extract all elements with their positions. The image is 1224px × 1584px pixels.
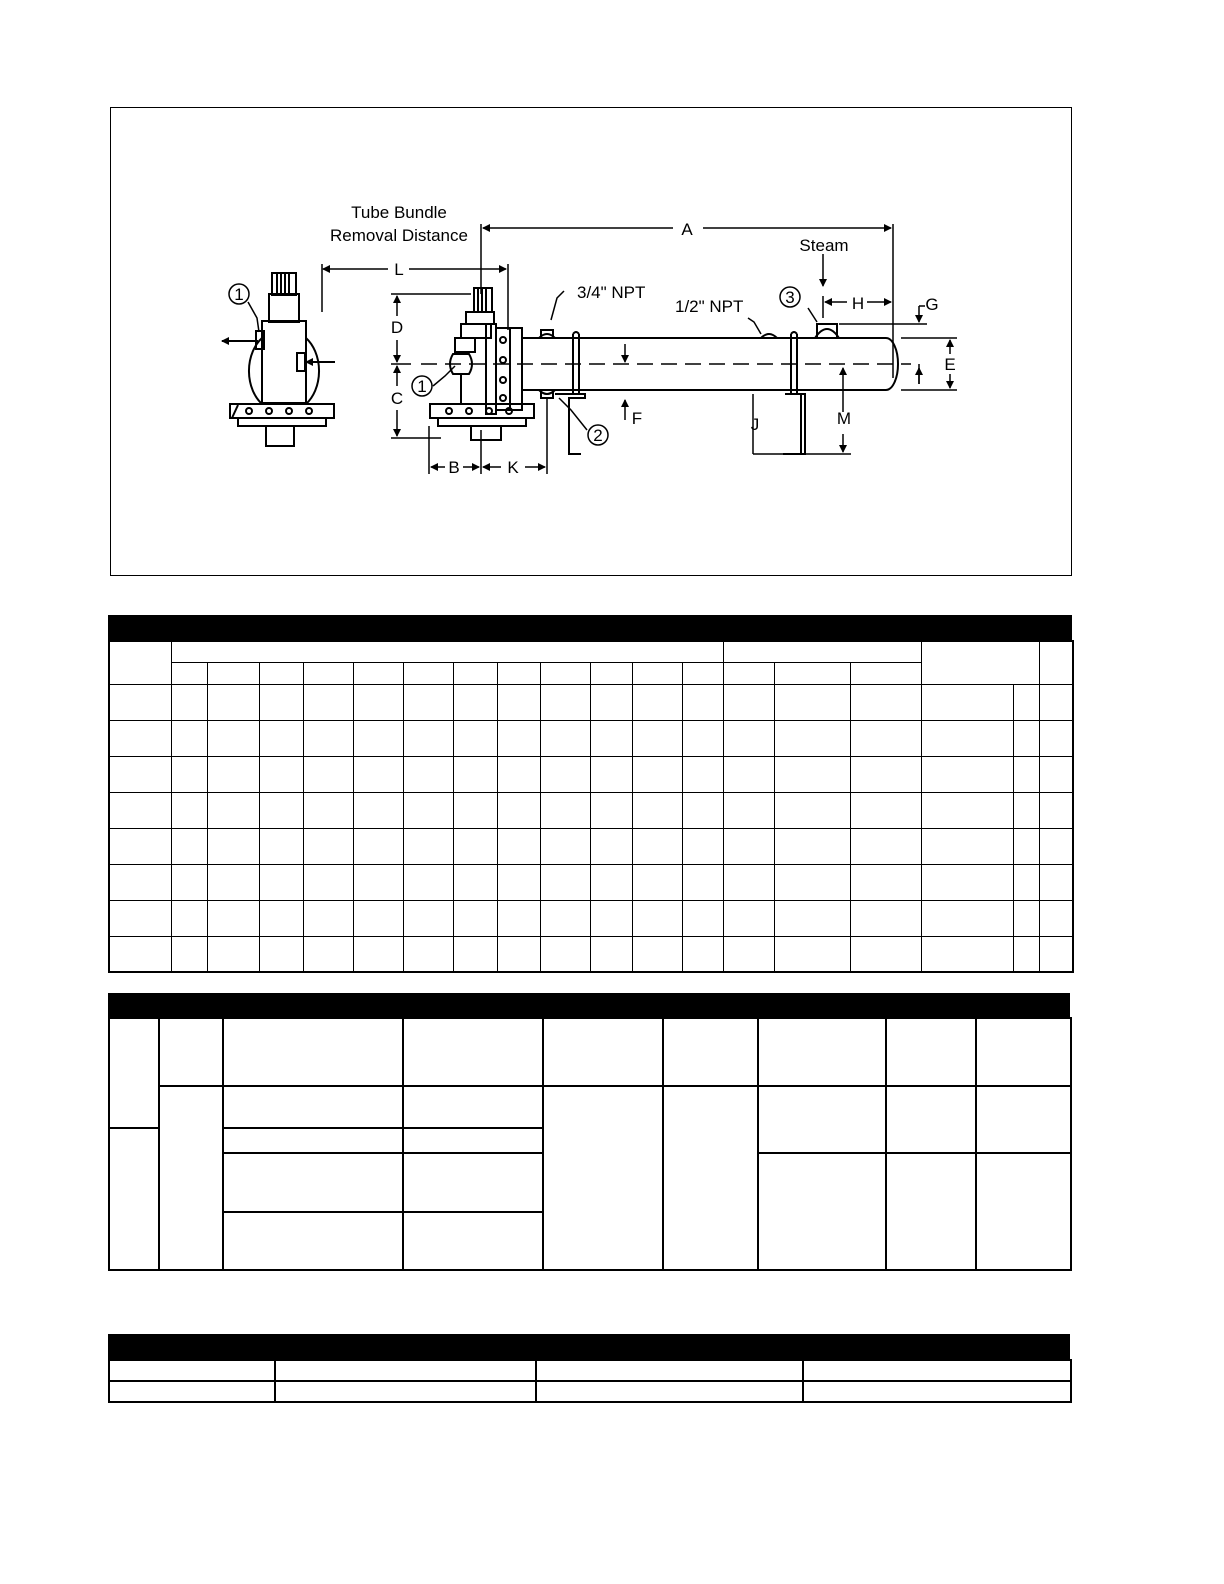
connections-table-header-bar: [108, 993, 1070, 1017]
table-header-cell: [223, 1018, 403, 1086]
table-cell: [453, 864, 497, 900]
table-cell: [403, 1212, 543, 1271]
table-cell: [303, 756, 353, 792]
table-header-cell: [207, 662, 259, 684]
table-cell: [758, 1086, 886, 1154]
table-cell: [303, 792, 353, 828]
table-cell: [353, 684, 403, 720]
table-cell: [171, 792, 207, 828]
table-cell: [453, 792, 497, 828]
table-cell: [632, 936, 682, 972]
table-cell: [774, 792, 850, 828]
table-cell: [774, 864, 850, 900]
table-header-cell: [171, 662, 207, 684]
table-cell: [303, 828, 353, 864]
table-row: [109, 936, 1073, 972]
table-row: [109, 864, 1073, 900]
table-cell: [1013, 720, 1039, 756]
table-cell: [590, 936, 632, 972]
table-cell: [109, 1128, 159, 1270]
table-cell: [159, 1086, 223, 1270]
table-header-cell: [403, 1018, 543, 1086]
table-cell: [723, 936, 774, 972]
table-cell: [723, 756, 774, 792]
table-cell: [453, 828, 497, 864]
heater-dimension-drawing: [111, 108, 1073, 577]
table-header-cell: [758, 1018, 886, 1086]
dimension-b-label: B: [448, 458, 460, 477]
table-cell: [109, 792, 171, 828]
table-header-cell: [275, 1360, 536, 1381]
table-cell: [682, 684, 723, 720]
table-cell: [207, 792, 259, 828]
table-cell: [207, 684, 259, 720]
table-cell: [540, 900, 590, 936]
table-cell: [1013, 756, 1039, 792]
table-cell: [109, 720, 171, 756]
table-cell: [850, 684, 921, 720]
table-cell: [1013, 684, 1039, 720]
table-cell: [921, 792, 1013, 828]
table-cell: [259, 900, 303, 936]
table-cell: [850, 900, 921, 936]
table-header-cell: [723, 641, 921, 662]
table-cell: [171, 684, 207, 720]
callout-3-number: 3: [785, 288, 795, 307]
table-cell: [109, 828, 171, 864]
table-cell: [540, 684, 590, 720]
callout-2-number: 2: [593, 426, 603, 445]
table-cell: [109, 1381, 275, 1402]
table-cell: [497, 684, 540, 720]
table-cell: [497, 864, 540, 900]
table-cell: [543, 1086, 663, 1270]
table-cell: [774, 936, 850, 972]
table-cell: [663, 1086, 758, 1270]
table-cell: [774, 756, 850, 792]
table-cell: [850, 720, 921, 756]
table-cell: [109, 936, 171, 972]
table-cell: [403, 756, 453, 792]
table-cell: [303, 684, 353, 720]
table-cell: [403, 900, 453, 936]
table-cell: [453, 720, 497, 756]
table-cell: [723, 828, 774, 864]
footer-table-header-bar: [108, 1334, 1070, 1359]
table-cell: [353, 792, 403, 828]
dimension-m-label: M: [836, 409, 852, 428]
table-cell: [921, 684, 1013, 720]
table-row: [109, 828, 1073, 864]
dimension-l-label: L: [394, 260, 404, 279]
table-cell: [223, 1086, 403, 1128]
dimension-c-label: C: [390, 389, 404, 408]
table-cell: [632, 900, 682, 936]
table-cell: [303, 720, 353, 756]
table-cell: [403, 684, 453, 720]
npt-three-quarter-label: 3/4" NPT: [577, 283, 646, 302]
table-cell: [682, 936, 723, 972]
table-cell: [976, 1153, 1071, 1270]
dimensions-table: [108, 640, 1074, 973]
table-cell: [207, 720, 259, 756]
table-cell: [1039, 900, 1073, 936]
table-cell: [590, 828, 632, 864]
table-cell: [850, 936, 921, 972]
table-cell: [403, 936, 453, 972]
dimension-k-label: K: [507, 458, 519, 477]
dimension-g-label: G: [925, 295, 939, 314]
table-cell: [632, 720, 682, 756]
table-cell: [403, 1086, 543, 1128]
table-cell: [353, 864, 403, 900]
table-cell: [353, 720, 403, 756]
table-cell: [921, 864, 1013, 900]
table-cell: [171, 720, 207, 756]
table-cell: [497, 756, 540, 792]
table-cell: [259, 792, 303, 828]
table-header-cell: [543, 1018, 663, 1086]
table-cell: [171, 936, 207, 972]
callout-1-left-number: 1: [234, 285, 244, 304]
tube-bundle-label-line2: Removal Distance: [330, 226, 468, 245]
table-header-cell: [303, 662, 353, 684]
table-cell: [682, 900, 723, 936]
table-cell: [1013, 828, 1039, 864]
table-cell: [303, 936, 353, 972]
table-cell: [632, 756, 682, 792]
table-cell: [259, 828, 303, 864]
table-cell: [207, 756, 259, 792]
table-cell: [1039, 864, 1073, 900]
table-cell: [590, 684, 632, 720]
table-cell: [921, 720, 1013, 756]
connections-table: [108, 1017, 1072, 1271]
table-header-cell: [159, 1018, 223, 1086]
table-cell: [275, 1381, 536, 1402]
table-cell: [590, 720, 632, 756]
table-cell: [850, 792, 921, 828]
dimension-d-label: D: [390, 318, 404, 337]
table-cell: [497, 792, 540, 828]
table-cell: [921, 828, 1013, 864]
dimension-drawing-frame: [110, 107, 1072, 576]
table-cell: [353, 900, 403, 936]
table-cell: [453, 900, 497, 936]
table-header-cell: [453, 662, 497, 684]
table-cell: [590, 900, 632, 936]
table-cell: [540, 720, 590, 756]
tube-bundle-label-line1: Tube Bundle: [351, 203, 447, 222]
table-cell: [497, 900, 540, 936]
table-row: [109, 756, 1073, 792]
table-header-cell: [976, 1018, 1071, 1086]
table-cell: [1039, 936, 1073, 972]
table-cell: [774, 720, 850, 756]
table-cell: [207, 864, 259, 900]
table-cell: [774, 828, 850, 864]
table-cell: [1039, 828, 1073, 864]
table-cell: [259, 720, 303, 756]
dimension-f-label: F: [631, 409, 643, 428]
table-cell: [259, 756, 303, 792]
table-cell: [223, 1212, 403, 1271]
table-header-cell: [803, 1360, 1071, 1381]
table-cell: [1013, 792, 1039, 828]
table-header-cell: [259, 662, 303, 684]
table-header-cell: [850, 662, 921, 684]
table-cell: [632, 792, 682, 828]
table-cell: [403, 720, 453, 756]
table-cell: [109, 900, 171, 936]
side-view-shell: [421, 324, 911, 454]
table-row: [109, 684, 1073, 720]
table-cell: [453, 756, 497, 792]
npt-half-label: 1/2" NPT: [675, 297, 744, 316]
table-cell: [207, 900, 259, 936]
table-cell: [171, 756, 207, 792]
table-cell: [171, 900, 207, 936]
table-row: [109, 792, 1073, 828]
table-cell: [590, 756, 632, 792]
table-header-cell: [886, 1018, 976, 1086]
table-cell: [403, 792, 453, 828]
table-cell: [723, 900, 774, 936]
table-cell: [259, 936, 303, 972]
table-cell: [403, 828, 453, 864]
table-cell: [353, 756, 403, 792]
table-cell: [1039, 684, 1073, 720]
table-cell: [632, 864, 682, 900]
footer-table: [108, 1359, 1072, 1403]
table-cell: [921, 936, 1013, 972]
table-cell: [223, 1153, 403, 1211]
table-cell: [758, 1153, 886, 1270]
table-header-cell: [403, 662, 453, 684]
table-header-cell: [540, 662, 590, 684]
table-cell: [109, 684, 171, 720]
table-cell: [353, 936, 403, 972]
table-cell: [303, 900, 353, 936]
table-cell: [497, 828, 540, 864]
table-cell: [1039, 756, 1073, 792]
table-cell: [303, 864, 353, 900]
table-header-cell: [663, 1018, 758, 1086]
table-cell: [682, 864, 723, 900]
table-header-cell: [682, 662, 723, 684]
table-cell: [850, 828, 921, 864]
table-header-cell: [109, 1360, 275, 1381]
table-cell: [109, 756, 171, 792]
table-cell: [536, 1381, 803, 1402]
table-cell: [723, 864, 774, 900]
dimensions-table-header-bar: [108, 615, 1072, 640]
dimension-a-label: A: [681, 220, 693, 239]
table-cell: [803, 1381, 1071, 1402]
table-cell: [682, 720, 723, 756]
table-cell: [171, 828, 207, 864]
table-cell: [540, 936, 590, 972]
table-row: [109, 900, 1073, 936]
table-cell: [886, 1153, 976, 1270]
table-header-cell: [353, 662, 403, 684]
table-cell: [207, 936, 259, 972]
table-cell: [207, 828, 259, 864]
table-header-cell: [632, 662, 682, 684]
table-cell: [850, 756, 921, 792]
table-cell: [850, 864, 921, 900]
table-header-cell: [497, 662, 540, 684]
table-cell: [453, 684, 497, 720]
table-cell: [1039, 792, 1073, 828]
table-cell: [723, 720, 774, 756]
table-cell: [723, 792, 774, 828]
table-cell: [921, 900, 1013, 936]
table-cell: [453, 936, 497, 972]
table-header-cell: [171, 641, 723, 662]
table-cell: [774, 900, 850, 936]
table-cell: [109, 1018, 159, 1128]
table-cell: [497, 936, 540, 972]
table-cell: [497, 720, 540, 756]
table-cell: [682, 756, 723, 792]
table-cell: [1013, 864, 1039, 900]
table-header-cell: [723, 662, 774, 684]
table-cell: [921, 756, 1013, 792]
dimension-h-label: H: [851, 294, 865, 313]
table-header-cell: [774, 662, 850, 684]
table-cell: [109, 864, 171, 900]
dimension-e-label: E: [944, 355, 956, 374]
table-cell: [723, 684, 774, 720]
table-cell: [403, 1153, 543, 1211]
table-cell: [590, 864, 632, 900]
table-cell: [540, 828, 590, 864]
table-cell: [632, 828, 682, 864]
table-cell: [259, 864, 303, 900]
table-cell: [171, 864, 207, 900]
table-cell: [774, 684, 850, 720]
table-row: [109, 720, 1073, 756]
table-cell: [682, 792, 723, 828]
table-cell: [682, 828, 723, 864]
dimension-j-label: J: [750, 415, 760, 434]
table-cell: [632, 684, 682, 720]
table-cell: [259, 684, 303, 720]
table-cell: [886, 1086, 976, 1154]
table-cell: [540, 864, 590, 900]
table-cell: [976, 1086, 1071, 1154]
table-header-cell: [921, 641, 1039, 684]
dimensions-table-body: [109, 684, 1073, 972]
table-cell: [1039, 720, 1073, 756]
table-cell: [540, 756, 590, 792]
steam-label: Steam: [799, 236, 849, 255]
callout-1-side-number: 1: [417, 377, 427, 396]
table-header-cell: [109, 641, 171, 684]
table-cell: [540, 792, 590, 828]
table-cell: [403, 864, 453, 900]
table-header-cell: [536, 1360, 803, 1381]
table-cell: [590, 792, 632, 828]
table-cell: [1013, 900, 1039, 936]
table-cell: [353, 828, 403, 864]
table-cell: [403, 1128, 543, 1153]
table-cell: [223, 1128, 403, 1153]
table-cell: [1013, 936, 1039, 972]
table-header-cell: [590, 662, 632, 684]
